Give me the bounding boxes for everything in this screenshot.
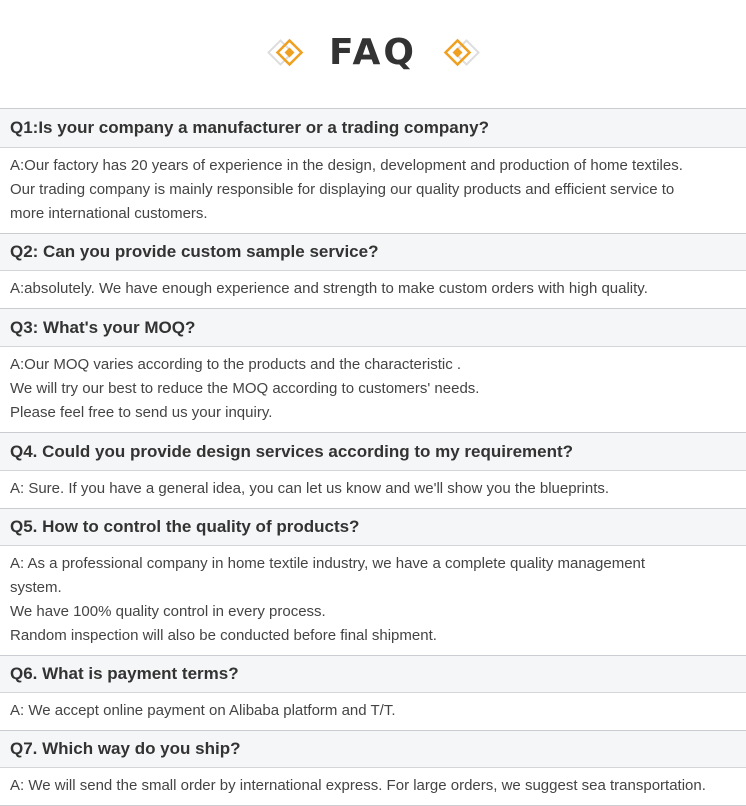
faq-answer-line: Our trading company is mainly responsible for displaying our quality products and efficient service to xyxy=(10,181,675,198)
faq-list xyxy=(0,108,746,806)
faq-answer-line: Random inspection will also be conducted before final shipment. xyxy=(10,627,437,644)
faq-question: Q4. Could you provide design services according to my requirement? xyxy=(0,433,746,471)
faq-answer xyxy=(0,347,746,432)
faq-answer-line: We will try our best to reduce the MOQ according to customers' needs. xyxy=(10,380,480,397)
faq-answer xyxy=(0,471,746,508)
faq-answer-line: A:Our MOQ varies according to the products and the characteristic . xyxy=(10,356,462,373)
faq-question: Q1:Is your company a manufacturer or a trading company? xyxy=(0,109,746,148)
faq-answer-line: A:Our factory has 20 years of experience in the design, development and production of home textiles. xyxy=(10,157,683,174)
faq-answer-line: A: We will send the small order by international express. For large orders, we suggest sea transportation. xyxy=(10,777,706,794)
faq-answer-line: A: Sure. If you have a general idea, you can let us know and we'll show you the blueprints. xyxy=(10,480,610,497)
faq-answer-line: system. xyxy=(10,579,62,596)
faq-answer xyxy=(0,768,746,805)
faq-answer-line: more international customers. xyxy=(10,205,208,222)
faq-answer xyxy=(0,271,746,308)
faq-item xyxy=(0,730,746,805)
diamond-ornament-right-icon xyxy=(442,36,482,72)
faq-item xyxy=(0,432,746,508)
faq-item xyxy=(0,108,746,233)
faq-item xyxy=(0,508,746,655)
faq-question: Q5. How to control the quality of products? xyxy=(0,509,746,546)
faq-question: Q3: What's your MOQ? xyxy=(0,309,746,347)
faq-answer-line: A: We accept online payment on Alibaba platform and T/T. xyxy=(10,702,396,719)
faq-item xyxy=(0,308,746,432)
faq-question: Q7. Which way do you ship? xyxy=(0,731,746,768)
faq-header xyxy=(0,0,746,108)
faq-answer-line: Please feel free to send us your inquiry. xyxy=(10,404,273,421)
faq-item xyxy=(0,655,746,730)
faq-question: Q2: Can you provide custom sample service? xyxy=(0,234,746,271)
page-title: FAQ xyxy=(329,32,417,73)
faq-item xyxy=(0,233,746,308)
faq-answer-line: A:absolutely. We have enough experience and strength to make custom orders with high quality. xyxy=(10,280,648,297)
faq-answer-line: A: As a professional company in home textile industry, we have a complete quality management xyxy=(10,555,646,572)
faq-answer-line: We have 100% quality control in every process. xyxy=(10,603,326,620)
faq-answer xyxy=(0,546,746,655)
faq-question: Q6. What is payment terms? xyxy=(0,656,746,693)
faq-answer xyxy=(0,148,746,233)
faq-answer xyxy=(0,693,746,730)
